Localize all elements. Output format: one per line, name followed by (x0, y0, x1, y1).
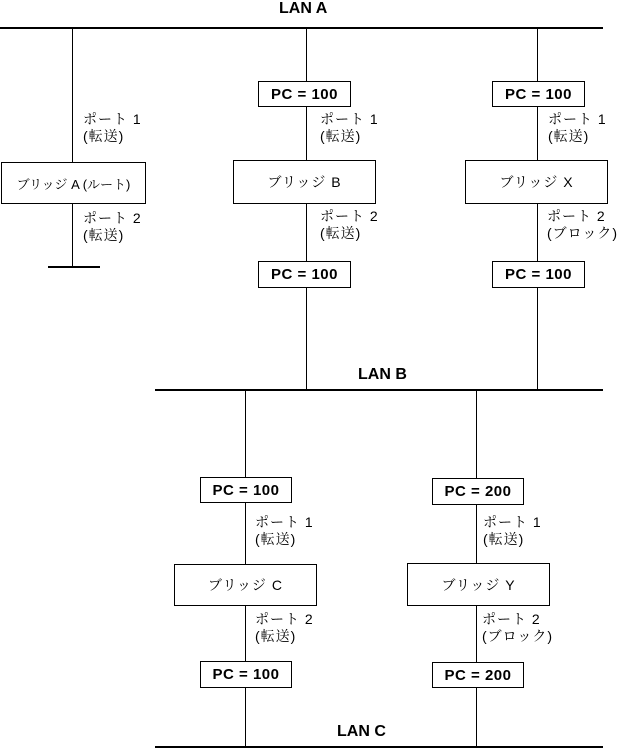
port-c2-state: (転送) (255, 628, 297, 644)
bridge-b-box (233, 160, 376, 204)
port-x2-name: ポート 2 (547, 208, 606, 224)
port-b1-state: (転送) (320, 128, 362, 144)
port-y1-state: (転送) (483, 531, 525, 547)
port-b2-state: (転送) (320, 225, 362, 241)
pc-box-x-top (492, 81, 585, 107)
port-label-y1 (483, 514, 542, 548)
port-a1-state: (転送) (83, 128, 125, 144)
pc-box-x-bottom-value: PC = 100 (505, 266, 572, 283)
pc-box-x-top-value: PC = 100 (505, 85, 572, 103)
port-c1-name: ポート 1 (255, 514, 314, 530)
pc-box-b-top-value: PC = 100 (271, 85, 338, 103)
port-x1-state: (転送) (548, 128, 590, 144)
pc-box-y-top-value: PC = 200 (444, 483, 512, 500)
lan-a-label: LAN A (279, 0, 328, 17)
port-b1-name: ポート 1 (320, 111, 379, 127)
port-a2-state: (転送) (83, 227, 125, 243)
port-x2-state: (ブロック) (547, 225, 619, 241)
port-y2-name: ポート 2 (482, 611, 541, 627)
pc-box-c-top-value: PC = 100 (212, 481, 280, 499)
lan-b-line (155, 389, 603, 391)
port-label-b1 (320, 111, 379, 145)
port-label-a1 (83, 111, 142, 145)
pc-box-b-top (258, 81, 351, 107)
port-y1-name: ポート 1 (483, 514, 542, 530)
bridge-y-box (407, 563, 550, 606)
port-label-x1 (548, 111, 607, 145)
bridge-c-box (174, 564, 317, 606)
bridge-a-box-label: ブリッジ A (ルート) (16, 176, 131, 192)
pc-box-c-bottom-value: PC = 100 (212, 666, 280, 683)
pc-box-c-top (200, 477, 292, 503)
port-label-x2 (547, 208, 618, 242)
port-x1-name: ポート 1 (548, 111, 607, 127)
pc-box-y-bottom (432, 662, 524, 688)
port-label-y2 (482, 611, 553, 645)
port-label-c1 (255, 514, 314, 548)
pc-box-b-bottom (258, 261, 351, 288)
port-a1-name: ポート 1 (83, 111, 142, 127)
port-label-a2 (83, 210, 142, 244)
port-label-c2 (255, 611, 314, 645)
bridge-c-box-label: ブリッジ C (208, 577, 283, 593)
pc-box-c-bottom (200, 661, 292, 688)
bridge-x-box (465, 160, 608, 204)
bridge-a-box (1, 162, 146, 204)
port-c2-name: ポート 2 (255, 611, 314, 627)
port-label-b2 (320, 208, 379, 242)
lan-c-label: LAN C (337, 723, 386, 740)
pc-box-y-bottom-value: PC = 200 (444, 666, 512, 684)
pc-box-x-bottom (492, 261, 585, 288)
bridge-a-terminator-line (48, 266, 100, 268)
bridge-b-box-label: ブリッジ B (267, 174, 342, 190)
lan-b-label: LAN B (358, 366, 407, 383)
port-y2-state: (ブロック) (482, 628, 554, 644)
bridge-a-link-line (72, 28, 73, 268)
lan-a-line (0, 27, 603, 29)
port-b2-name: ポート 2 (320, 208, 379, 224)
bridge-y-box-label: ブリッジ Y (441, 576, 516, 593)
port-a2-name: ポート 2 (83, 210, 142, 226)
port-c1-state: (転送) (255, 531, 297, 547)
pc-box-y-top (432, 478, 524, 505)
bridge-x-box-label: ブリッジ X (499, 174, 574, 190)
pc-box-b-bottom-value: PC = 100 (271, 266, 338, 283)
lan-c-line (155, 746, 603, 748)
